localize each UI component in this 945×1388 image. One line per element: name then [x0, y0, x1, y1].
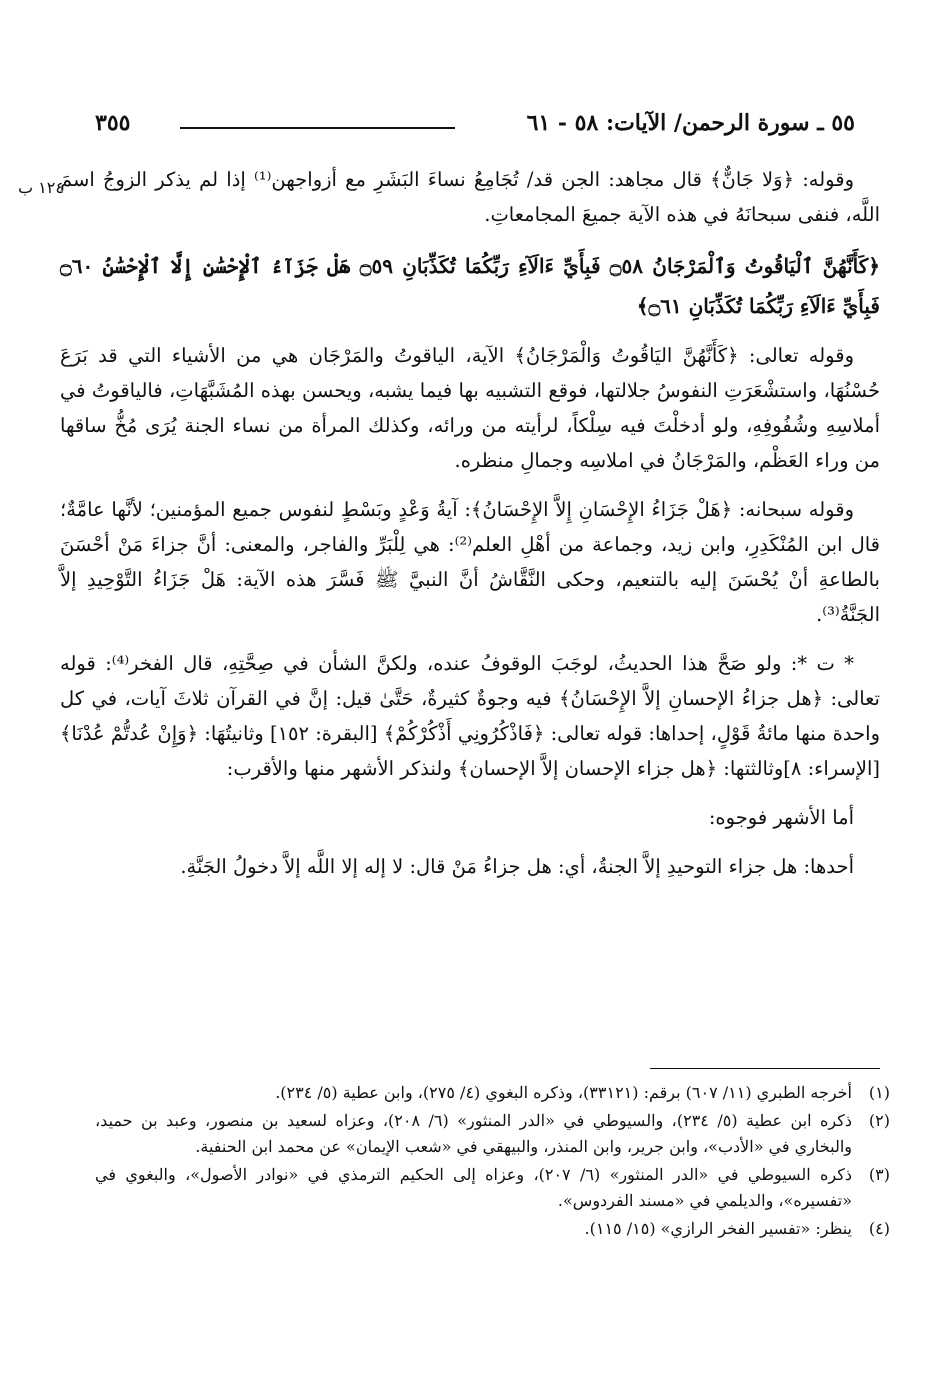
- footnote-number: (٣): [868, 1165, 890, 1184]
- paragraph-5: أما الأشهر فوجوه:: [708, 806, 854, 829]
- footnote-text: أخرجه الطبري (١١/ ٦٠٧) برقم: (٣٣١٢١)، وذكره البغوي (٤/ ٢٧٥)، وابن عطية (٥/ ٢٣٤).: [275, 1083, 852, 1102]
- header-title: ٥٥ ـ سورة الرحمن/ الآيات: ٥٨ - ٦١: [526, 110, 855, 136]
- footnote-number: (٤): [868, 1219, 890, 1238]
- paragraph-2: وقوله تعالى: ﴿كَأَنَّهُنَّ اليَاقُوتُ وَالْمَرْجَانُ﴾ الآية، الياقوتُ والمَرْجَان هي من الأشياء التي قد بَرَعَ حُسْنُهَا، واستشْعَرَتِ النفوسُ جلالتها، فوقع التشبيه بها فيما يشبه، ويحسن بهذه المُشَبَّهَاتِ، فالياقوتُ في أملاسِهِ وشُفُوفِهِ، ولو أدخلْتَ فيه سِلْكاً، لرأيته من ورائه، وكذلك المرأة من نساء الجنة يُرَى مُخُّ ساقها من وراء العَظْم، والمَرْجَانُ في املاسِه وجمالِ منظره.: [60, 344, 880, 472]
- paragraph-1: وقوله: ﴿وَلا جَانٌّ﴾ قال مجاهد: الجن قد/ تُجَامِعُ نساءَ البَشَرِ مع أزواجهن⁽¹⁾ إذا لم يذكر الزوجُ اسمَ اللَّه، فنفى سبحانَهُ في هذه الآية جميعَ المجامعاتِ.: [60, 168, 880, 226]
- footnote-text: ذكره السيوطي في «الدر المنثور» (٦/ ٢٠٧)، وعزاه إلى الحكيم الترمذي في «نوادر الأصول»، والبغوي في «تفسيره»، والديلمي في «مسند الفردوس».: [95, 1165, 852, 1210]
- running-header: [95, 110, 855, 146]
- page-number: ٣٥٥: [95, 110, 131, 136]
- footnotes: [95, 1080, 890, 1244]
- paragraph-4: * ت *: ولو صَحَّ هذا الحديثُ، لوجَبَ الوقوفُ عنده، ولكنَّ الشأن في صِحَّتِهِ، قال الفخر⁽⁴⁾: قوله تعالى: ﴿هل جزاءُ الإحسانِ إلاَّ الإِحْسَانُ﴾ فيه وجوةٌ كثيرةٌ، حَتَّىٰ قيل: إنَّ في القرآن ثلاثَ آيات، في كل واحدة منها مائةُ قَوْلٍ، إحداها: قوله تعالى: ﴿فَاذْكُرُونِي أَذْكُرْكُمْ﴾ [البقرة: ١٥٢] وثانيتُهَا: ﴿وَإِنْ عُدتُّمْ عُدْنَا﴾ [الإسراء: ٨]وثالثتها: ﴿هل جزاء الإحسان إلاَّ الإحسان﴾ ولنذكر الأشهر منها والأقرب:: [60, 652, 880, 780]
- paragraph-3: وقوله سبحانه: ﴿هَلْ جَزَاءُ الإِحْسَانِ إِلاَّ الإِحْسَانُ﴾: آيةُ وَعْدٍ وبَسْطٍ لنفوس جميع المؤمنين؛ لأنَّها عامَّةٌ؛ قال ابن المُنْكَدِرِ، وابن زيد، وجماعة من أهْلِ العلم⁽²⁾: هي لِلْبَرِّ والفاجر، والمعنى: أنَّ جزاءَ مَنْ أحْسَنَ بالطاعةِ أنْ يُحْسَنَ إليه بالتنعيم، وحكى النَّقَّاشُ أنَّ النبيَّ ﷺ فَسَّرَ هذه الآية: هَلْ جَزَاءُ التَّوْحِيدِ إلاَّ الجَنَّةُ⁽³⁾.: [60, 498, 880, 626]
- footnote: [95, 1216, 890, 1242]
- footnote: [95, 1080, 890, 1106]
- quran-verses: ﴿كَأَنَّهُنَّ ٱلْيَاقُوتُ وَٱلْمَرْجَانُ ۝٥٨ فَبِأَيِّ ءَالَآءِ رَبِّكُمَا تُكَذِّبَانِ ۝٥٩ هَلْ جَزَآءُ ٱلْإِحْسَٰنِ إِلَّا ٱلْإِحْسَٰنُ ۝٦٠ فَبِأَيِّ ءَالَآءِ رَبِّكُمَا تُكَذِّبَانِ ۝٦١﴾: [60, 254, 881, 318]
- main-text: [60, 162, 880, 898]
- paragraph-6: أحدها: هل جزاء التوحيدِ إلاَّ الجنةُ، أي: هل جزاءُ مَنْ قال: لا إله إلا اللَّه إلاَّ دخولُ الجَنَّةِ.: [180, 855, 854, 878]
- footnote: [95, 1108, 890, 1160]
- margin-folio-note: ١٢٤ ب: [18, 178, 64, 197]
- footnote-rule: [650, 1068, 880, 1069]
- footnote-text: ذكره ابن عطية (٥/ ٢٣٤)، والسيوطي في «الدر المنثور» (٦/ ٢٠٨)، وعزاه لسعيد بن منصور، وعبد بن حميد، والبخاري في «الأدب»، وابن جرير، وابن المنذر، والبيهقي في «شعب الإيمان» عن محمد ابن الحنفية.: [95, 1111, 852, 1156]
- footnote-number: (٢): [868, 1111, 890, 1130]
- footnote-text: ينظر: «تفسير الفخر الرازي» (١٥/ ١١٥).: [584, 1219, 852, 1238]
- header-rule: [180, 127, 455, 129]
- footnote-number: (١): [868, 1083, 890, 1102]
- footnote: [95, 1162, 890, 1214]
